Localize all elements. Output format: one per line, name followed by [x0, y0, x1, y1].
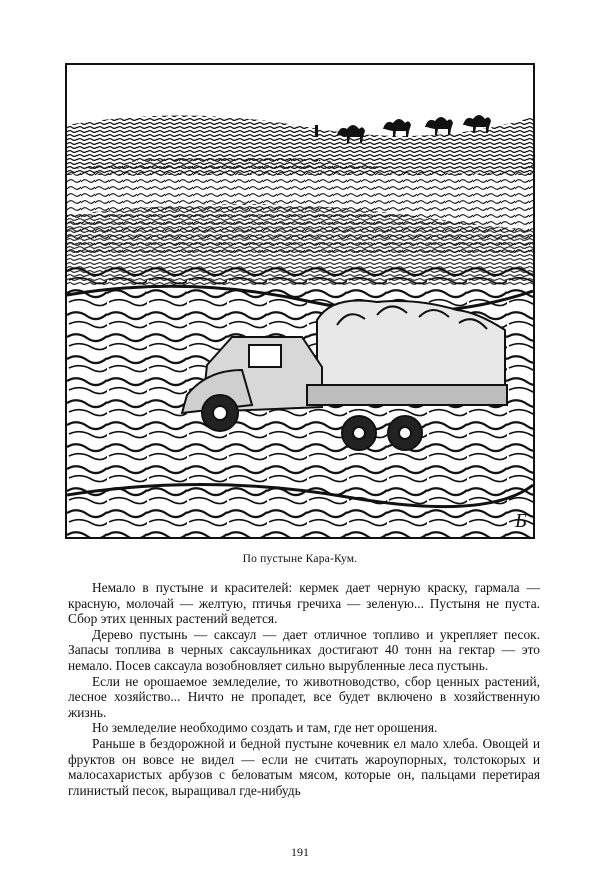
paragraph: Если не орошаемое земледелие, то животноводство, сбор ценных растений, лесное хозяйство... Ничто не пропадет, все будет включено в хозяйственную жизнь.	[68, 673, 540, 720]
body-text	[68, 580, 540, 798]
paragraph: Но земледелие необходимо создать и там, где нет орошения.	[92, 720, 438, 736]
figure-caption: По пустыне Кара-Кум.	[242, 553, 358, 565]
paragraph: Немало в пустыне и красителей: кермек дает черную краску, гармала — красную, молочай — желтую, птичья гречиха — зеленую... Пустыня не пуста. Сбор этих ценных растений ведется.	[68, 580, 540, 627]
artist-monogram: Б	[515, 510, 527, 532]
paragraph: Дерево пустынь — саксаул — дает отличное топливо и укрепляет песок. Запасы топлива в черных саксаульниках достигают 40 тонн на гектар — это немало. Посев саксаула возобновляет сильно вырубленные леса пустынь.	[68, 626, 540, 673]
page-number: 191	[291, 845, 309, 859]
desert-truck-illustration	[65, 63, 535, 539]
paragraph: Раньше в бездорожной и бедной пустыне кочевник ел мало хлеба. Овощей и фруктов он вовсе не видел — если не считать жароупорных, толстокорых и малосахаристых арбузов с беловатым мясом, которые он, пальцами перетирая глинистый песок, выращивал где-нибудь	[68, 735, 540, 798]
